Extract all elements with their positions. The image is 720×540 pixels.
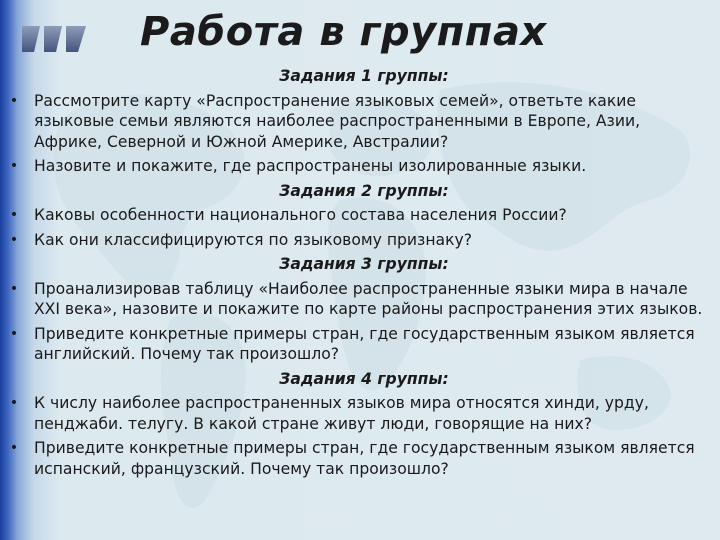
list-item-text: Рассмотрите карту «Распространение языковых семей», ответьте какие языковые семьи являются наиболее распространенными в Европе, Азии, Африке, Северной и Южной Америке, Австралии? bbox=[34, 91, 641, 151]
list-item-text: Проанализировав таблицу «Наиболее распространенные языки мира в начале XXI века», назовите и покажите по карте районы распространения этих языков. bbox=[34, 279, 703, 318]
group-4-heading: Задания 4 группы: bbox=[279, 369, 449, 388]
list-item-text: Приведите конкретные примеры стран, где государственным языком является испанский, французский. Почему так произошло? bbox=[34, 439, 695, 478]
list-item bbox=[8, 230, 708, 251]
bullet-icon: • bbox=[9, 158, 19, 174]
list-item bbox=[8, 279, 708, 320]
bullet-icon: • bbox=[9, 325, 19, 342]
list-item-text: Приведите конкретные примеры стран, где государственным языком является английский. Почему так произошло? bbox=[34, 324, 695, 363]
list-item-text: К числу наиболее распространенных языков мира относятся хинди, урду, пенджаби. телугу. В какой стране живут люди, говорящие на них? bbox=[34, 394, 649, 433]
bullet-icon: • bbox=[9, 280, 19, 297]
triple-arrow-icon bbox=[22, 24, 94, 54]
group-1-heading: Задания 1 группы: bbox=[279, 67, 449, 85]
bullet-icon: • bbox=[9, 395, 19, 411]
list-item-text: Назовите и покажите, где распространены изолированные языки. bbox=[34, 157, 587, 175]
list-item bbox=[8, 438, 708, 479]
task-list bbox=[8, 66, 708, 483]
list-item bbox=[8, 205, 708, 226]
list-item-text: Каковы особенности национального состава населения России? bbox=[34, 206, 567, 224]
group-2-heading: Задания 2 группы: bbox=[279, 181, 449, 200]
bullet-icon: • bbox=[9, 440, 19, 456]
group-3-heading: Задания 3 группы: bbox=[279, 255, 449, 273]
bullet-icon: • bbox=[9, 92, 19, 109]
list-item bbox=[8, 156, 708, 177]
page-title: Работа в группах bbox=[140, 9, 547, 55]
bullet-icon: • bbox=[9, 231, 19, 248]
list-item bbox=[8, 324, 708, 365]
list-item bbox=[8, 91, 708, 153]
list-item bbox=[8, 393, 708, 434]
bullet-icon: • bbox=[9, 207, 19, 223]
list-item-text: Как они классифицируются по языковому признаку? bbox=[34, 230, 473, 249]
